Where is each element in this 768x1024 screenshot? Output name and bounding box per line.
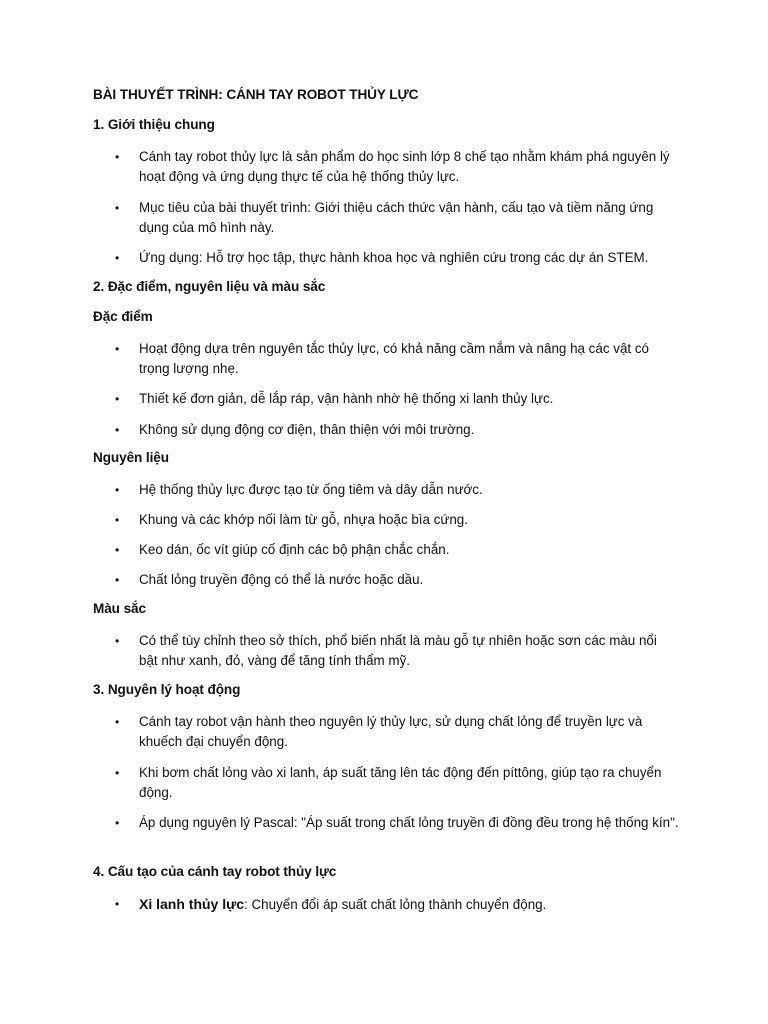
subsection-heading-features: Đặc điểm	[93, 309, 153, 324]
list-item: • Thiết kế đơn giản, dễ lắp ráp, vận hành nhờ hệ thống xi lanh thủy lực.	[93, 389, 683, 409]
list-item: • Không sử dụng động cơ điện, thân thiện với môi trường.	[93, 420, 683, 440]
bullet-icon: •	[115, 423, 120, 437]
term-label: Xi lanh thủy lực	[139, 896, 245, 912]
list-item: • Áp dụng nguyên lý Pascal: "Áp suất trong chất lỏng truyền đi đồng đều trong hệ thống kín".	[93, 813, 683, 833]
bullet-icon: •	[115, 513, 120, 527]
bullet-icon: •	[115, 342, 120, 356]
bullet-icon: •	[115, 573, 120, 587]
subsection-heading-colors: Màu sắc	[93, 601, 146, 616]
list-item: • Khung và các khớp nối làm từ gỗ, nhựa hoặc bìa cứng.	[93, 510, 683, 530]
list-item: • Cánh tay robot thủy lực là sản phẩm do học sinh lớp 8 chế tạo nhằm khám phá nguyên lý hoạt động và ứng dụng thực tế của hệ thống thủy lực.	[115, 149, 670, 184]
document-title: BÀI THUYẾT TRÌNH: CÁNH TAY ROBOT THỦY LỰC	[93, 87, 419, 102]
list-item: • Hoạt động dựa trên nguyên tắc thủy lực, có khả năng cầm nắm và nâng hạ các vật có trọng lượng nhẹ.	[115, 341, 649, 376]
list-item: • Hệ thống thủy lực được tạo từ ống tiêm và dây dẫn nước.	[93, 480, 683, 500]
section-heading-intro: 1. Giới thiệu chung	[93, 117, 215, 132]
bullet-icon: •	[115, 634, 120, 648]
list-item: • Cánh tay robot vận hành theo nguyên lý thủy lực, sử dụng chất lỏng để truyền lực và khuếch đại chuyển động.	[115, 714, 643, 749]
bullet-icon: •	[115, 715, 120, 729]
bullet-icon: •	[115, 483, 120, 497]
bullet-icon: •	[115, 543, 120, 557]
bullet-icon: •	[115, 897, 120, 911]
list-item: • Chất lỏng truyền động có thể là nước hoặc dầu.	[93, 570, 683, 590]
list-item: • Ứng dụng: Hỗ trợ học tập, thực hành khoa học và nghiên cứu trong các dự án STEM.	[93, 248, 683, 268]
bullet-icon: •	[115, 150, 120, 164]
section-heading-features: 2. Đặc điểm, nguyên liệu và màu sắc	[93, 279, 326, 294]
list-item: • Keo dán, ốc vít giúp cố định các bộ phận chắc chắn.	[93, 540, 683, 560]
bullet-icon: •	[115, 766, 120, 780]
bullet-icon: •	[115, 201, 120, 215]
bullet-icon: •	[115, 392, 120, 406]
subsection-heading-materials: Nguyên liệu	[93, 450, 169, 465]
list-item: • Có thể tùy chỉnh theo sở thích, phổ biến nhất là màu gỗ tự nhiên hoặc sơn các màu nổi bật như xanh, đỏ, vàng để tăng tính thẩm mỹ.	[115, 633, 657, 668]
bullet-icon: •	[115, 816, 120, 830]
bullet-icon: •	[115, 251, 120, 265]
list-item: • Mục tiêu của bài thuyết trình: Giới thiệu cách thức vận hành, cấu tạo và tiềm năng ứng dụng của mô hình này.	[115, 200, 654, 235]
term-description: : Chuyển đổi áp suất chất lỏng thành chuyển động.	[244, 897, 547, 912]
section-heading-structure: 4. Cấu tạo của cánh tay robot thủy lực	[93, 864, 337, 879]
section-heading-principle: 3. Nguyên lý hoạt động	[93, 682, 241, 697]
list-item: • Khi bơm chất lỏng vào xi lanh, áp suất tăng lên tác động đến píttông, giúp tạo ra chuyển động.	[115, 765, 662, 800]
list-item	[93, 894, 683, 915]
